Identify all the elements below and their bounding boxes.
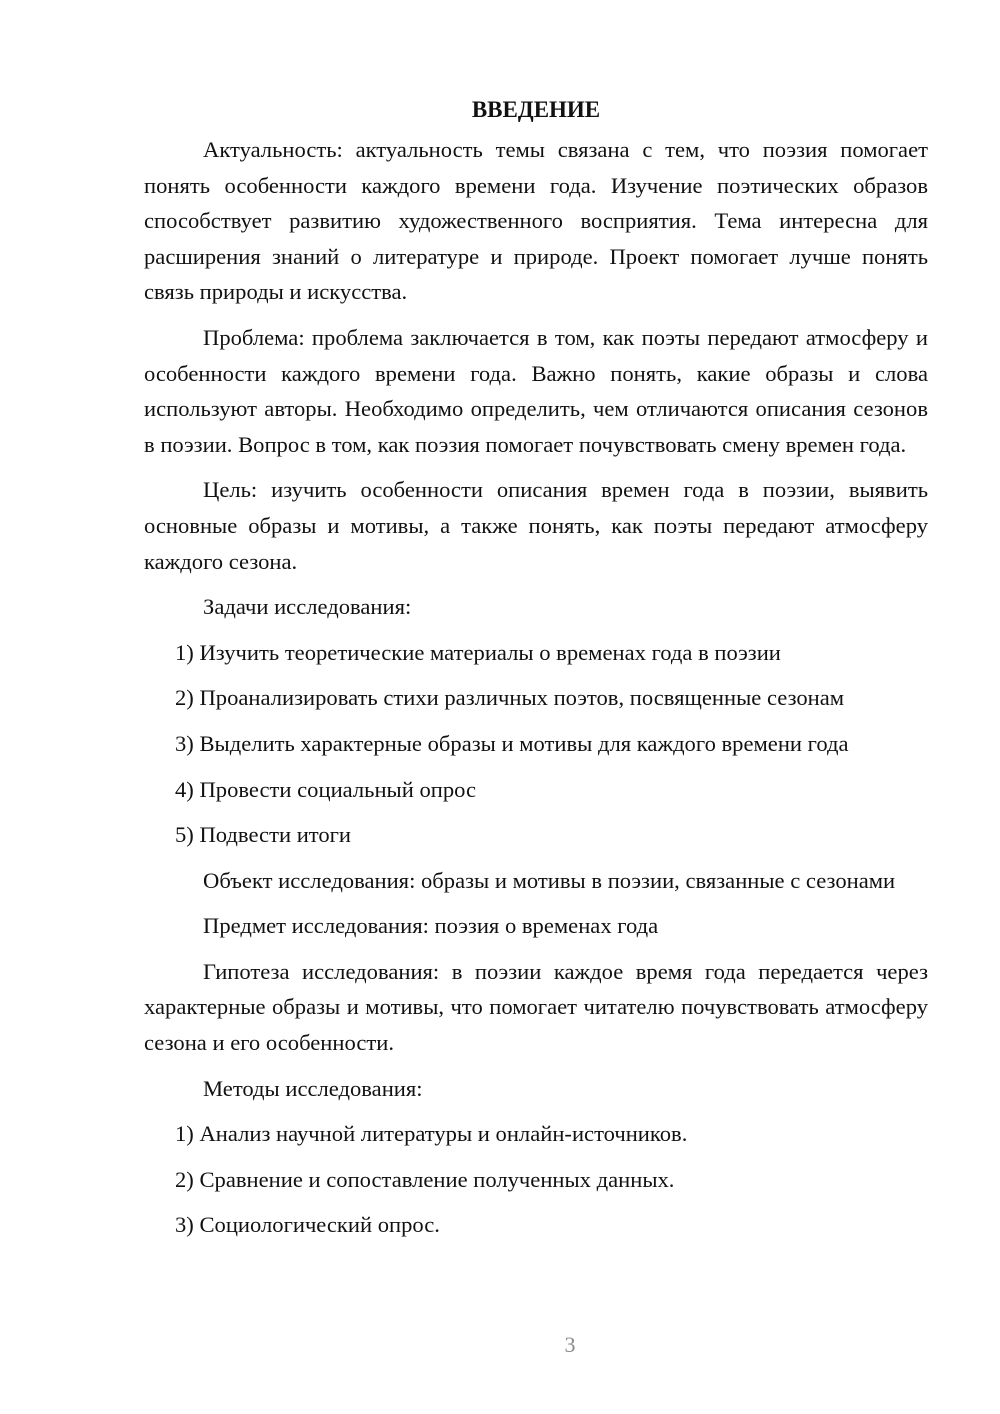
- page-number: 3: [564, 1332, 576, 1357]
- section-title: ВВЕДЕНИЕ: [471, 97, 601, 122]
- task-item: 5) Подвести итоги: [175, 822, 352, 848]
- subject-paragraph: Предмет исследования: поэзия о временах года: [203, 913, 659, 939]
- hypothesis-paragraph: Гипотеза исследования: в поэзии каждое время года передается через характерные образы и мотивы, что помогает читателю почувствовать атмосферу сезона и его особенности.: [144, 958, 928, 1056]
- tasks-heading: Задачи исследования:: [203, 594, 412, 620]
- task-item: 4) Провести социальный опрос: [175, 776, 477, 802]
- problem-paragraph: Проблема: проблема заключается в том, как поэты передают атмосферу и особенности каждого времени года. Важно понять, какие образы и слова используют авторы. Необходимо определить, чем отличаются описания сезонов в поэзии. Вопрос в том, как поэзия помогает почувствовать смену времен года.: [144, 324, 928, 457]
- task-item: 2) Проанализировать стихи различных поэтов, посвященные сезонам: [175, 685, 845, 711]
- object-paragraph: Объект исследования: образы и мотивы в поэзии, связанные с сезонами: [203, 867, 896, 893]
- relevance-paragraph: Актуальность: актуальность темы связана с тем, что поэзия помогает понять особенности каждого времени года. Изучение поэтических образов способствует развитию художественного восприятия. Тема интересна для расширения знаний о литературе и природе. Проект помогает лучше понять связь природы и искусства.: [144, 137, 928, 305]
- task-item: 3) Выделить характерные образы и мотивы для каждого времени года: [175, 730, 849, 756]
- goal-paragraph: Цель: изучить особенности описания времен года в поэзии, выявить основные образы и мотивы, а также понять, как поэты передают атмосферу каждого сезона.: [144, 477, 928, 574]
- task-item: 1) Изучить теоретические материалы о временах года в поэзии: [175, 639, 781, 665]
- document-page: [144, 92, 928, 1253]
- method-item: 1) Анализ научной литературы и онлайн-источников.: [175, 1121, 688, 1147]
- method-item: 2) Сравнение и сопоставление полученных данных.: [175, 1166, 675, 1192]
- methods-heading: Методы исследования:: [203, 1075, 423, 1101]
- method-item: 3) Социологический опрос.: [175, 1212, 440, 1238]
